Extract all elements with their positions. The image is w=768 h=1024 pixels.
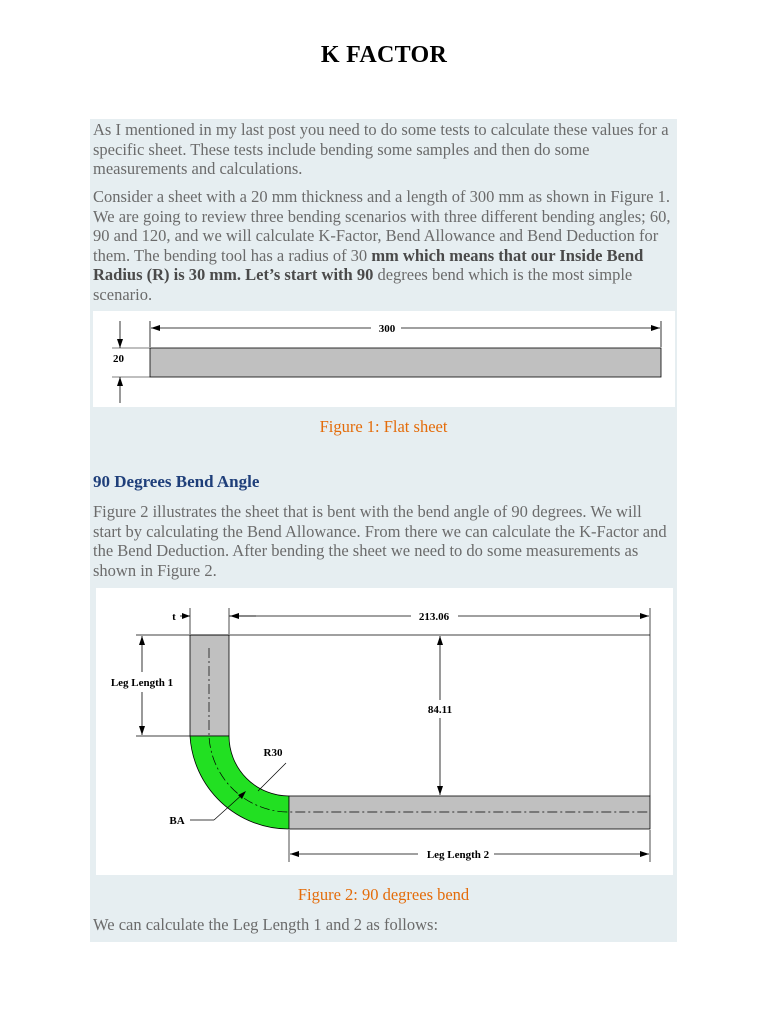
fig2-r30-leader (258, 763, 286, 791)
fig2-radius-label: R30 (263, 747, 283, 759)
fig2-leg1-label: Leg Length 1 (110, 677, 174, 689)
intro-paragraph-2-part-c: degrees bend which is the most simple scenario. (93, 265, 633, 304)
figure-1 (93, 311, 675, 407)
figure-1-caption: Figure 1: Flat sheet (319, 417, 448, 436)
intro-paragraph-1: As I mentioned in my last post you need to do some tests to calculate these values for a specific sheet. These tests include bending some samples and then do some measurements and calculations. (93, 120, 669, 179)
intro-paragraph-2-emphasis: mm which means that our Inside Bend Radius (R) is 30 mm. Let’s start with 90 (93, 245, 644, 285)
fig2-leg2-arrow-left (290, 851, 299, 857)
fig2-height-arrow-top (437, 636, 443, 645)
figure-2-caption: Figure 2: 90 degrees bend (297, 885, 470, 904)
fig2-leg2-arrow-right (640, 851, 649, 857)
fig1-thick-arrow-bottom (117, 377, 123, 386)
section-heading-90: 90 Degrees Bend Angle (93, 472, 260, 491)
fig2-height-label: 84.11 (427, 704, 453, 716)
fig2-width-arrow-right (640, 613, 649, 619)
fig2-leg1-arrow-bottom (139, 726, 145, 735)
figure-1-drawing (93, 311, 675, 407)
closing-paragraph: We can calculate the Leg Length 1 and 2 as follows: (93, 915, 439, 934)
fig1-sheet (150, 348, 661, 377)
intro-paragraph-2 (93, 187, 671, 305)
fig1-arrow-left (151, 325, 160, 331)
fig1-thickness-label: 20 (113, 353, 124, 365)
section-90-paragraph: Figure 2 illustrates the sheet that is bent with the bend angle of 90 degrees. We will start by calculating the Bend Allowance. From there we can calculate the K-Factor and the Bend Deduction. After bending the sheet we need to do some measurements as shown in Figure 2. (93, 502, 667, 580)
fig1-length-label: 300 (378, 323, 396, 335)
fig2-leg2-label: Leg Length 2 (426, 849, 490, 861)
page-title: K FACTOR (320, 42, 448, 68)
figure-2-drawing (96, 588, 673, 875)
fig2-height-arrow-bottom (437, 786, 443, 795)
fig2-width-label: 213.06 (418, 611, 450, 623)
fig1-arrow-right (651, 325, 660, 331)
fig2-t-arrow-left (182, 613, 190, 619)
fig2-neutral-axis (209, 648, 650, 812)
fig2-vertical-leg (190, 635, 229, 736)
figure-2 (96, 588, 673, 875)
fig2-horizontal-leg (289, 796, 650, 829)
fig2-ba-label: BA (169, 815, 185, 827)
fig2-t-label: t (172, 611, 176, 623)
fig2-leg1-arrow-top (139, 636, 145, 645)
intro-paragraph-2-part-a: Consider a sheet with a 20 mm thickness and a length of 300 mm as shown in Figure 1. We are going to review three bending scenarios with three different bending angles; 60, 90 and 120, and we will calculate K-Factor, Bend Allowance and Bend Deduction for them. The bending tool has a radius of 30 (93, 187, 671, 265)
fig1-thick-arrow-top (117, 339, 123, 348)
fig2-width-arrow-left (230, 613, 239, 619)
